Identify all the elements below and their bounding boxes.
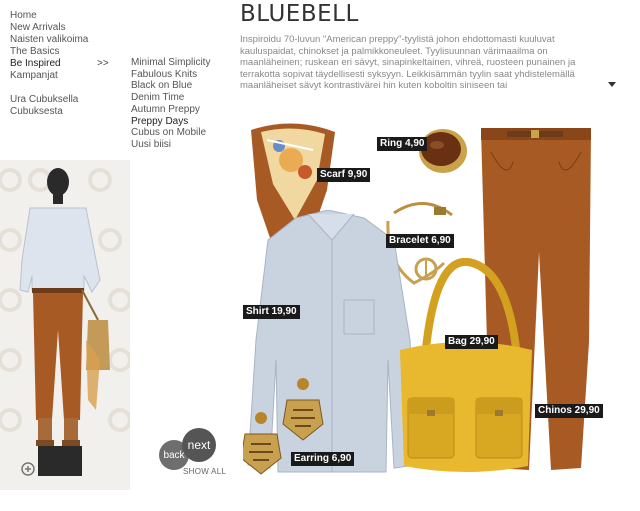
zoom-icon[interactable] — [20, 461, 36, 477]
nav-item-ura-cubuksella[interactable]: Ura Cubuksella — [10, 94, 79, 105]
nav-item-new-arrivals[interactable]: New Arrivals — [10, 22, 66, 33]
subnav-item-black-on-blue[interactable]: Black on Blue — [131, 80, 193, 92]
nav-separator: >> — [97, 58, 109, 69]
nav-item-the-basics[interactable]: The Basics — [10, 46, 60, 57]
model-illustration — [0, 160, 130, 490]
nav-item-kampanjat[interactable]: Kampanjat — [10, 70, 58, 81]
nav-item-cubuksesta[interactable]: Cubuksesta — [10, 106, 63, 117]
subnav-item-denim-time[interactable]: Denim Time — [131, 92, 185, 104]
earring-product[interactable] — [243, 374, 333, 484]
bracelet-price-label[interactable]: Bracelet 6,90 — [386, 234, 454, 248]
subnav-item-minimal-simplicity[interactable]: Minimal Simplicity — [131, 57, 211, 68]
show-all-link[interactable]: SHOW ALL — [183, 467, 227, 476]
bag-price-label[interactable]: Bag 29,90 — [445, 335, 498, 349]
main-nav — [10, 10, 88, 118]
subnav-item-uusi-biisi[interactable]: Uusi biisi — [131, 138, 172, 150]
subnav-item-cubus-on-mobile[interactable]: Cubus on Mobile — [131, 127, 207, 139]
next-button[interactable]: next — [182, 428, 216, 462]
nav-spacer — [10, 82, 88, 94]
ring-price-label[interactable]: Ring 4,90 — [377, 137, 427, 151]
shirt-price-label[interactable]: Shirt 19,90 — [243, 305, 300, 319]
subnav-item-preppy-days[interactable]: Preppy Days — [131, 115, 189, 127]
sub-nav — [131, 57, 210, 151]
bag-product[interactable] — [396, 258, 536, 480]
scarf-price-label[interactable]: Scarf 9,90 — [317, 168, 370, 182]
page-description: Inspiroidu 70-luvun "American preppy"-tyylistä johon ehdottomasti kuuluvat kauluspaidat, chinokset ja palmikkoneuleet. Tyylisuunnan värimaailma on maanläheinen; ruskean eri sävyt, sinapinkeltainen, vihreä, ruosteen punainen ja terrakotta sopivat täydellisesti syksyyn. Leikkisämmän tyylin saat yhdistelemällä maanläheiset sävyt kontrastivärei hin kuten koboltin siniseen tai — [240, 34, 576, 92]
earring-price-label[interactable]: Earring 6,90 — [291, 452, 354, 466]
page-title: BLUEBELL — [240, 1, 359, 27]
subnav-item-autumn-preppy[interactable]: Autumn Preppy — [131, 103, 200, 115]
nav-item-be-inspired[interactable]: Be Inspired — [10, 58, 61, 69]
back-button[interactable]: back — [159, 440, 189, 470]
nav-item-home[interactable]: Home — [10, 10, 37, 21]
ring-product[interactable] — [413, 123, 471, 179]
subnav-item-fabulous-knits[interactable]: Fabulous Knits — [131, 68, 198, 80]
nav-item-naisten-valikoima[interactable]: Naisten valikoima — [10, 34, 89, 45]
expand-description-icon[interactable] — [608, 82, 616, 87]
chinos-price-label[interactable]: Chinos 29,90 — [535, 404, 603, 418]
model-photo — [0, 160, 130, 490]
